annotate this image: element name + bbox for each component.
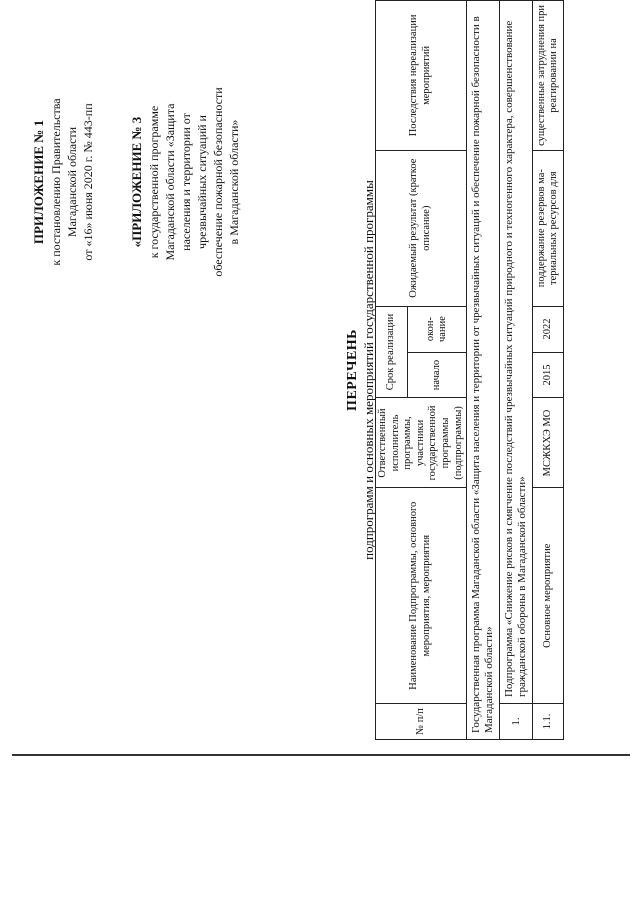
item-name: Основное мероприятие	[533, 488, 564, 704]
measures-table	[375, 0, 564, 740]
appendix-3-line: обеспечение пожарной безопасности	[211, 87, 226, 277]
col-header-consequences: Последствия нереализации мероприятий	[376, 1, 467, 151]
col-header-executor: Ответственный исполнитель программы, участники государственной программы (подпрограммы)	[376, 398, 467, 488]
item-executor: МСЖКХЭ МО	[533, 398, 564, 488]
col-header-term: Срок реализации	[376, 306, 408, 398]
appendix-1-line: Магаданской области	[64, 126, 79, 238]
col-header-start: начало	[408, 352, 467, 398]
document-title: ПЕРЕЧЕНЬ	[345, 329, 360, 411]
col-header-end: окон- чание	[408, 306, 467, 352]
program-row	[467, 1, 500, 740]
document-subtitle: подпрограмм и основных мероприятий государственной программы	[361, 180, 376, 560]
appendix-3-block	[128, 58, 243, 306]
appendix-1-title: ПРИЛОЖЕНИЕ № 1	[31, 119, 46, 245]
subprogram-num: 1.	[500, 704, 533, 740]
appendix-3-line: населения и территории от	[178, 113, 193, 251]
col-header-result: Ожидаемый результат (краткое описание)	[376, 150, 467, 306]
item-result: поддержание резервов ма-териальных ресурсов для	[533, 150, 564, 306]
item-start: 2015	[533, 352, 564, 398]
appendix-3-line: в Магаданской области»	[227, 119, 242, 245]
program-row-text: Государственная программа Магаданской области «Защита населения и территории от чрезвычайных ситуаций и обеспечение пожарной безопасности в Магаданской области»	[467, 1, 500, 740]
appendix-1-date: от «16» июня 2020 г. № 443-пп	[80, 103, 95, 261]
appendix-3-line: к государственной программе	[146, 105, 161, 259]
table-row	[533, 1, 564, 740]
appendix-3-line: Магаданской области «Защита	[162, 103, 177, 261]
item-end: 2022	[533, 306, 564, 352]
appendix-1-line: к постановлению Правительства	[48, 98, 63, 266]
col-header-name: Наименование Подпрограммы, основного мероприятия, мероприятия	[376, 488, 467, 704]
item-num: 1.1.	[533, 704, 564, 740]
appendix-1-block	[30, 58, 96, 306]
table-header-row	[376, 1, 408, 740]
subprogram-text: Подпрограмма «Снижение рисков и смягчение последствий чрезвычайных ситуаций природного и техногенного характера, совершенствование гражданской обороны в Магаданской области»	[500, 1, 533, 704]
col-header-num: № п/п	[376, 704, 467, 740]
appendix-3-line: чрезвычайных ситуаций и	[195, 115, 210, 249]
subprogram-row	[500, 1, 533, 740]
item-consequences: существенные затруднения при реагировании на	[533, 1, 564, 151]
page-divider	[12, 754, 630, 756]
appendix-3-title: «ПРИЛОЖЕНИЕ № 3	[129, 116, 144, 248]
